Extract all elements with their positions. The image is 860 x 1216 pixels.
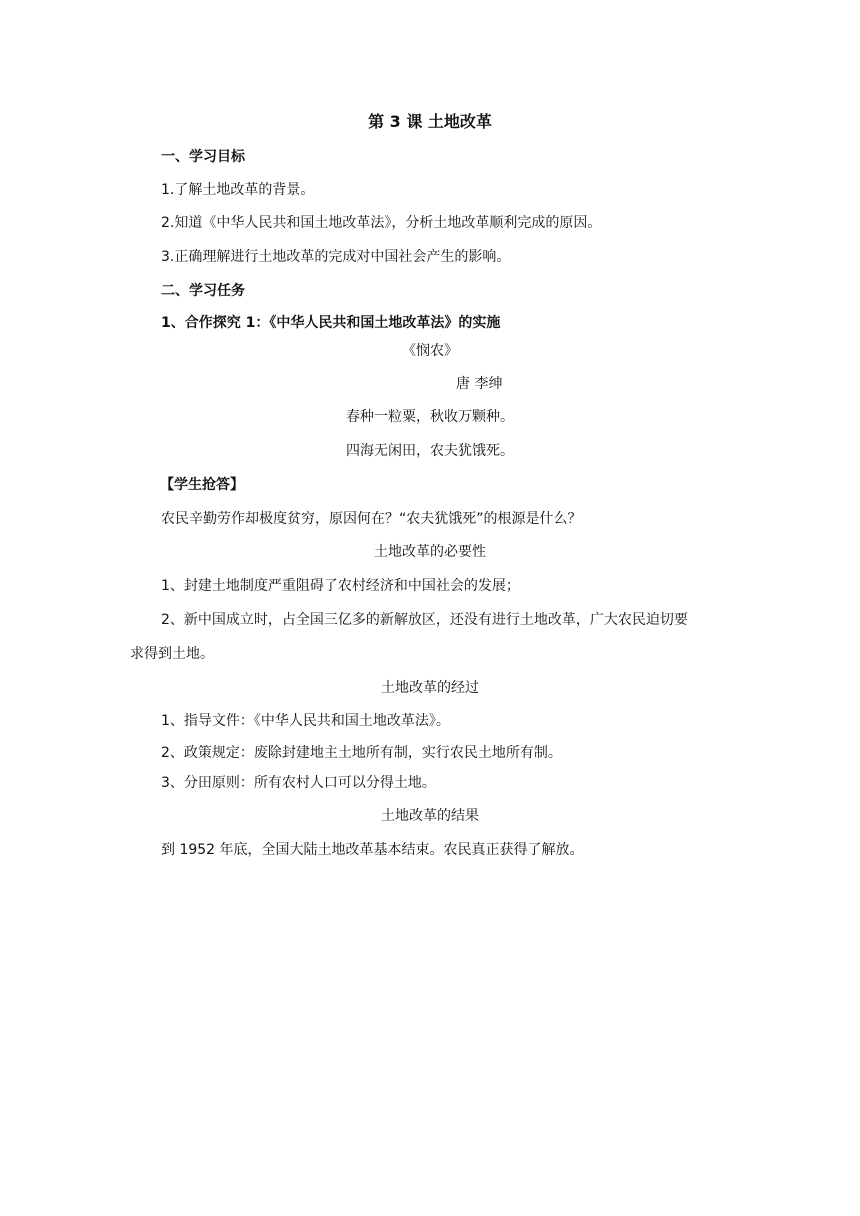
result-heading: 土地改革的结果 (381, 808, 479, 824)
process-item-1: 1、指导文件：《中华人民共和国土地改革法》。 (161, 713, 450, 729)
question-text: 农民辛勤劳作却极度贫穷，原因何在？“农夫犹饿死”的根源是什么？ (161, 511, 582, 527)
necessity-item-2-line-2: 求得到土地。 (130, 646, 214, 662)
process-heading: 土地改革的经过 (381, 680, 479, 696)
page-title: 第 3 课 土地改革 (368, 112, 492, 131)
poem-title: 《悯农》 (402, 343, 458, 359)
goal-item-1: 1.了解土地改革的背景。 (161, 182, 315, 198)
poem-author: 唐 李绅 (456, 376, 503, 392)
poem-line-2: 四海无闲田，农夫犹饿死。 (346, 443, 514, 459)
answer-label: 【学生抢答】 (160, 477, 244, 493)
tasks-heading: 二、学习任务 (161, 283, 245, 299)
goals-heading: 一、学习目标 (161, 149, 245, 165)
explore-heading: 1、合作探究 1：《中华人民共和国土地改革法》的实施 (161, 315, 501, 331)
result-text: 到 1952 年底，全国大陆土地改革基本结束。农民真正获得了解放。 (161, 842, 584, 858)
necessity-item-1: 1、封建土地制度严重阻碍了农村经济和中国社会的发展； (161, 578, 520, 594)
poem-line-1: 春种一粒粟，秋收万颗种。 (346, 409, 514, 425)
goal-item-2: 2.知道《中华人民共和国土地改革法》，分析土地改革顺利完成的原因。 (161, 215, 602, 231)
process-item-3: 3、分田原则：所有农村人口可以分得土地。 (161, 775, 436, 791)
process-item-2: 2、政策规定：废除封建地主土地所有制，实行农民土地所有制。 (161, 745, 562, 761)
necessity-item-2-line-1: 2、新中国成立时，占全国三亿多的新解放区，还没有进行土地改革，广大农民迫切要 (161, 612, 688, 628)
goal-item-3: 3.正确理解进行土地改革的完成对中国社会产生的影响。 (161, 249, 511, 265)
necessity-heading: 土地改革的必要性 (374, 544, 486, 560)
